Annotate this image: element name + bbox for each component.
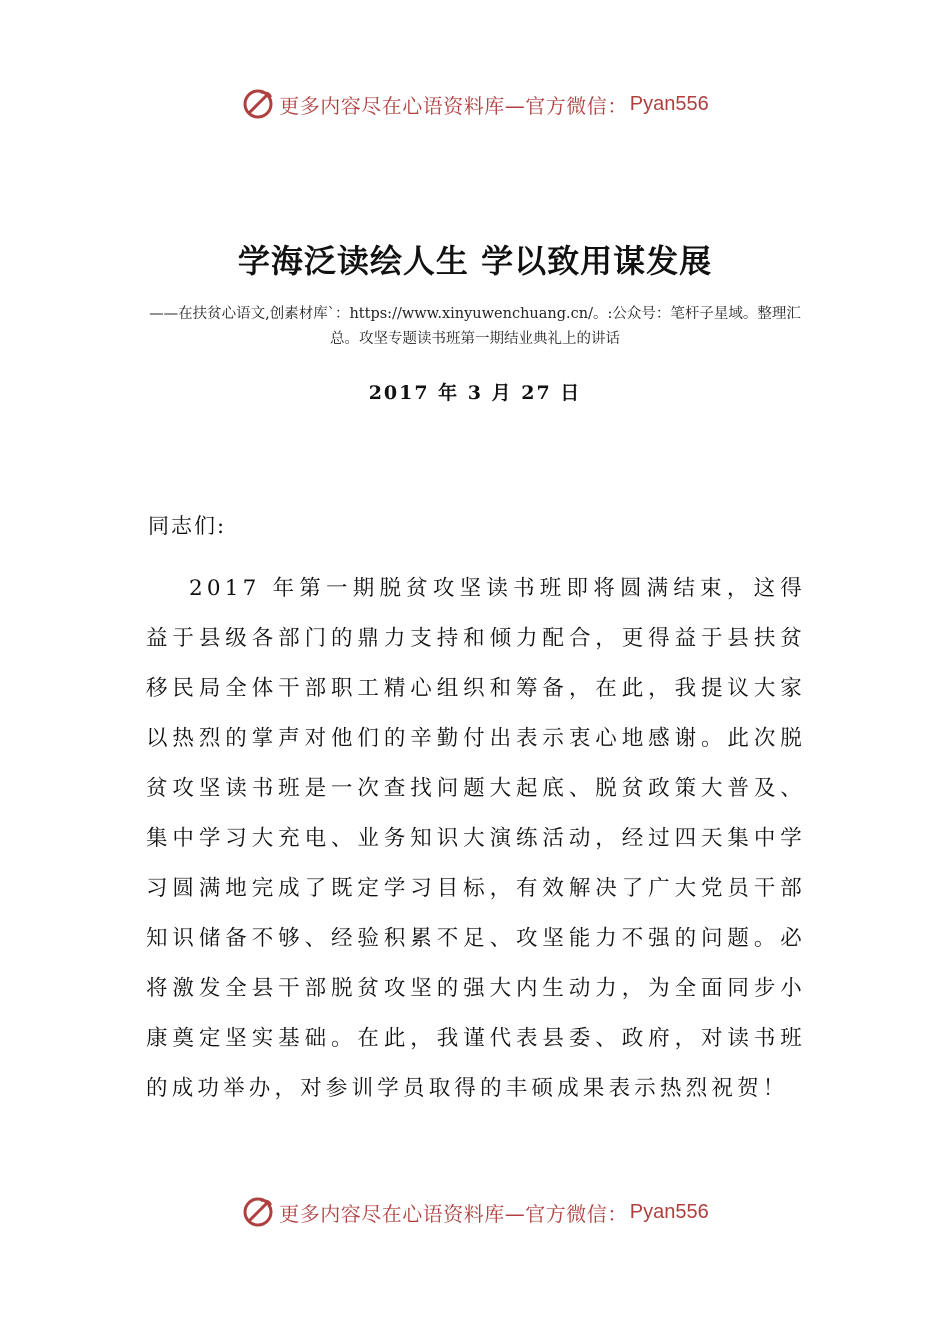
document-subtitle: ——在扶贫心语文,创素材库`：https://www.xinyuwenchuang.cn/。:公众号：笔杆子星域。整理汇总。攻坚专题读书班第一期结业典礼上的讲话 [149,306,801,347]
salutation: 同志们: [148,514,227,538]
body-paragraph: 2017 年第一期脱贫攻坚读书班即将圆满结束，这得益于县级各部门的鼎力支持和倾力配合，更得益于县扶贫移民局全体干部职工精心组织和筹备，在此，我提议大家以热烈的掌声对他们的辛勤付出表示衷心地感谢。此次脱贫攻坚读书班是一次查找问题大起底、脱贫政策大普及、集中学习大充电、业务知识大演练活动，经过四天集中学习圆满地完成了既定学习目标，有效解决了广大党员干部知识储备不够、经验积累不足、攻坚能力不强的问题。必将激发全县干部脱贫攻坚的强大内生动力，为全面同步小康奠定坚实基础。在此，我谨代表县委、政府，对读书班的成功举办，对参训学员取得的丰硕成果表示热烈祝贺！ [146,576,806,1101]
footer-banner [0,1192,950,1232]
header-wechat-id: Pyan556 [629,92,709,115]
document-title: 学海泛读绘人生 学以致用谋发展 [237,242,713,280]
logo-icon [241,1195,275,1229]
footer-wechat-id: Pyan556 [629,1200,709,1223]
document-date: 2017 年 3 月 27 日 [368,382,582,404]
header-banner [0,84,950,124]
logo-icon [241,87,275,121]
footer-banner-text: 更多内容尽在心语资料库—官方微信： [279,1201,628,1226]
header-banner-text: 更多内容尽在心语资料库—官方微信： [279,93,628,118]
